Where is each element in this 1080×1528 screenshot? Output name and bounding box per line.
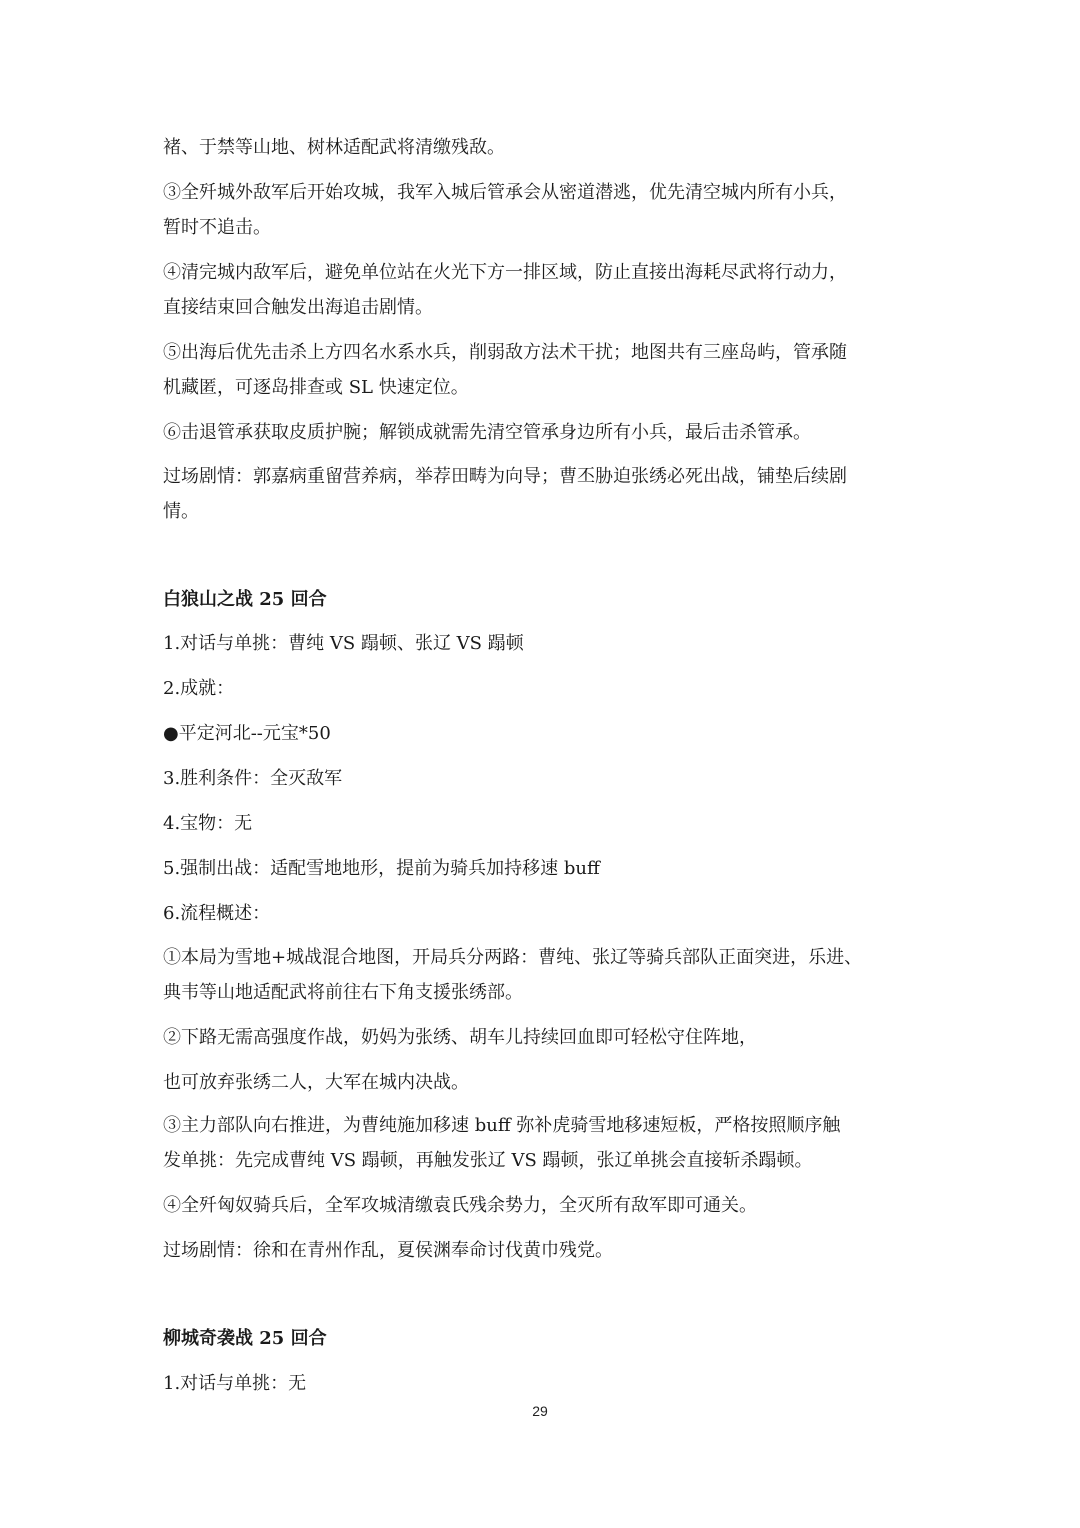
text-line: 也可放弃张绣二人，大军在城内决战。: [163, 1072, 469, 1093]
text-line: 1.对话与单挑：无: [163, 1373, 307, 1394]
text-line: 过场剧情：徐和在青州作乱，夏侯渊奉命讨伐黄巾残党。: [163, 1240, 613, 1261]
text-line: 1.对话与单挑：曹纯 VS 蹋顿、张辽 VS 蹋顿: [163, 633, 524, 654]
text-line: 暂时不追击。: [163, 217, 271, 238]
text-line: 5.强制出战：适配雪地地形，提前为骑兵加持移速 buff: [163, 858, 600, 879]
text-line: 2.成就：: [163, 678, 235, 699]
text-line: ③主力部队向右推进，为曹纯施加移速 buff 弥补虎骑雪地移速短板，严格按照顺序触: [163, 1115, 841, 1136]
text-line: ②下路无需高强度作战，奶妈为张绣、胡车儿持续回血即可轻松守住阵地，: [163, 1027, 757, 1048]
text-line: 3.胜利条件：全灭敌军: [163, 768, 343, 789]
text-line: ⑤出海后优先击杀上方四名水系水兵，削弱敌方法术干扰；地图共有三座岛屿，管承随: [163, 342, 847, 363]
text-line: 褚、于禁等山地、树林适配武将清缴残敌。: [163, 137, 505, 158]
text-line: ④全歼匈奴骑兵后，全军攻城清缴袁氏残余势力，全灭所有敌军即可通关。: [163, 1195, 757, 1216]
page-number: 29: [532, 1403, 548, 1419]
text-line: 直接结束回合触发出海追击剧情。: [163, 297, 433, 318]
text-line: 典韦等山地适配武将前往右下角支援张绣部。: [163, 982, 523, 1003]
text-line: 4.宝物：无: [163, 813, 253, 834]
text-line: ●平定河北--元宝*50: [163, 723, 331, 744]
text-line: ③全歼城外敌军后开始攻城，我军入城后管承会从密道潜逃，优先清空城内所有小兵，: [163, 182, 847, 203]
section-heading-bailangshan: 白狼山之战 25 回合: [163, 589, 327, 610]
text-line: 机藏匿，可逐岛排查或 SL 快速定位。: [163, 377, 469, 398]
text-line: ①本局为雪地+城战混合地图，开局兵分两路：曹纯、张辽等骑兵部队正面突进，乐进、: [163, 947, 863, 968]
text-line: ④清完城内敌军后，避免单位站在火光下方一排区域，防止直接出海耗尽武将行动力，: [163, 262, 847, 283]
text-line: 过场剧情：郭嘉病重留营养病，举荐田畴为向导；曹丕胁迫张绣必死出战，铺垫后续剧: [163, 466, 847, 487]
text-line: 发单挑：先完成曹纯 VS 蹋顿，再触发张辽 VS 蹋顿，张辽单挑会直接斩杀蹋顿。: [163, 1150, 813, 1171]
text-line: 6.流程概述：: [163, 903, 271, 924]
section-heading-liucheng: 柳城奇袭战 25 回合: [163, 1328, 327, 1349]
text-line: 情。: [163, 501, 199, 522]
text-line: ⑥击退管承获取皮质护腕；解锁成就需先清空管承身边所有小兵，最后击杀管承。: [163, 422, 811, 443]
